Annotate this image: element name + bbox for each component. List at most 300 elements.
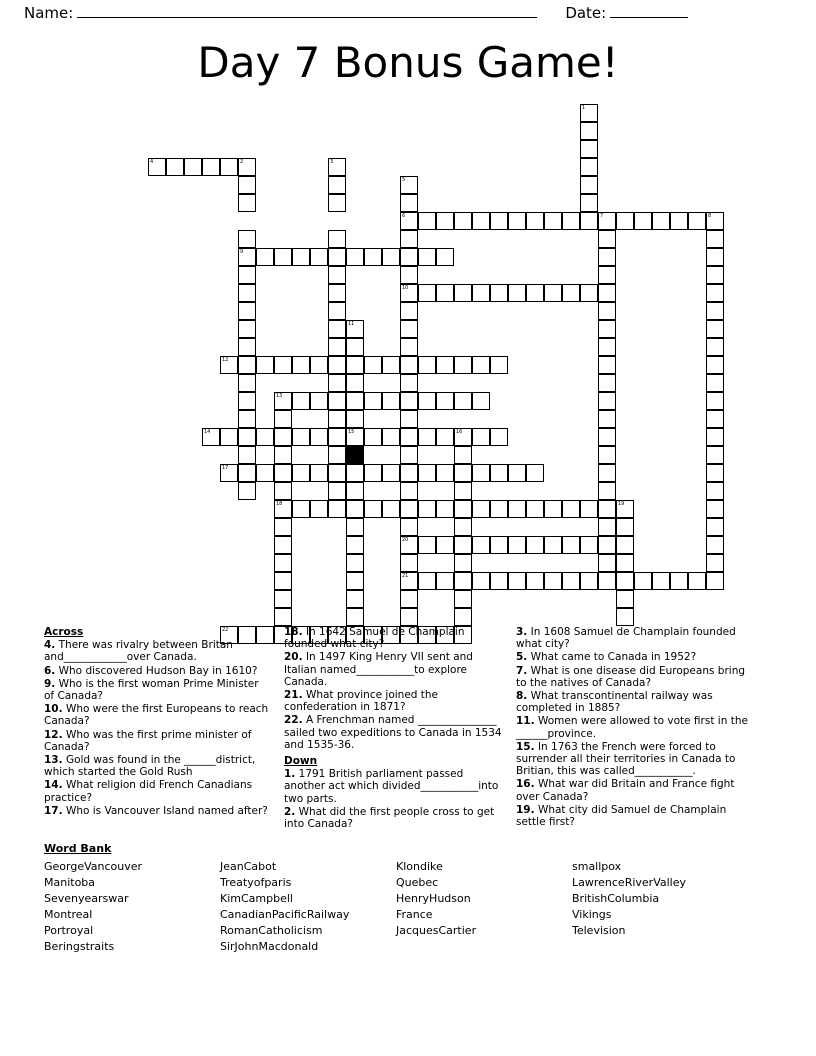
crossword-cell[interactable] (382, 464, 400, 482)
crossword-cell[interactable] (238, 266, 256, 284)
crossword-cell[interactable] (454, 284, 472, 302)
crossword-cell[interactable] (598, 356, 616, 374)
crossword-cell[interactable] (706, 248, 724, 266)
clue-text: Gold was found in the ______district, which started the Gold Rush (44, 754, 256, 779)
crossword-cell[interactable] (346, 248, 364, 266)
crossword-cell[interactable] (166, 158, 184, 176)
crossword-cell[interactable] (562, 212, 580, 230)
crossword-cell[interactable] (580, 500, 598, 518)
crossword-cell[interactable] (274, 518, 292, 536)
crossword-cell[interactable] (454, 554, 472, 572)
crossword-cell[interactable] (580, 194, 598, 212)
crossword-cell[interactable] (472, 356, 490, 374)
crossword-cell[interactable] (148, 158, 166, 176)
crossword-cell[interactable] (598, 266, 616, 284)
crossword-cell[interactable] (490, 500, 508, 518)
crossword-cell[interactable] (238, 176, 256, 194)
crossword-cell[interactable] (292, 248, 310, 266)
crossword-cell[interactable] (364, 464, 382, 482)
crossword-cell[interactable] (184, 158, 202, 176)
crossword-cell[interactable] (238, 410, 256, 428)
crossword-cell[interactable] (562, 500, 580, 518)
crossword-cell[interactable] (346, 554, 364, 572)
clue-number: 16. (516, 778, 535, 791)
crossword-cell[interactable] (472, 284, 490, 302)
crossword-cell[interactable] (454, 518, 472, 536)
crossword-cell[interactable] (616, 518, 634, 536)
crossword-cell[interactable] (328, 284, 346, 302)
crossword-cell[interactable] (400, 500, 418, 518)
crossword-cell[interactable] (310, 428, 328, 446)
clue-number: 3. (516, 626, 528, 638)
crossword-cell[interactable] (400, 230, 418, 248)
crossword-cell[interactable] (274, 392, 292, 410)
crossword-cell[interactable] (616, 536, 634, 554)
crossword-cell[interactable] (328, 410, 346, 428)
crossword-cell[interactable] (508, 500, 526, 518)
crossword-cell[interactable] (706, 230, 724, 248)
clue-item (516, 665, 754, 689)
clue-text: Who is Vancouver Island named after? (65, 804, 268, 817)
crossword-cell[interactable] (706, 536, 724, 554)
crossword-cell[interactable] (328, 428, 346, 446)
crossword-cell[interactable] (544, 572, 562, 590)
crossword-cell[interactable] (238, 338, 256, 356)
crossword-cell[interactable] (454, 356, 472, 374)
crossword-cell[interactable] (346, 428, 364, 446)
crossword-cell[interactable] (238, 284, 256, 302)
crossword-cell[interactable] (346, 338, 364, 356)
crossword-cell[interactable] (418, 536, 436, 554)
crossword-cell[interactable] (238, 302, 256, 320)
crossword-cell[interactable] (346, 464, 364, 482)
crossword-cell[interactable] (220, 428, 238, 446)
crossword-cell[interactable] (202, 158, 220, 176)
crossword-cell[interactable] (544, 284, 562, 302)
crossword-cell[interactable] (328, 302, 346, 320)
crossword-cell[interactable] (238, 428, 256, 446)
crossword-cell[interactable] (256, 428, 274, 446)
crossword-cell[interactable] (382, 248, 400, 266)
crossword-cell[interactable] (292, 500, 310, 518)
crossword-cell[interactable] (256, 248, 274, 266)
crossword-cell[interactable] (706, 320, 724, 338)
crossword-cell[interactable] (418, 392, 436, 410)
crossword-cell[interactable] (328, 392, 346, 410)
crossword-cell[interactable] (202, 428, 220, 446)
crossword-cell[interactable] (400, 428, 418, 446)
crossword-cell[interactable] (616, 590, 634, 608)
crossword-cell[interactable] (508, 464, 526, 482)
crossword-cell[interactable] (598, 500, 616, 518)
crossword-cell[interactable] (274, 536, 292, 554)
crossword-cell[interactable] (220, 464, 238, 482)
crossword-cell[interactable] (544, 536, 562, 554)
crossword-cell[interactable] (238, 446, 256, 464)
crossword-cell[interactable] (598, 320, 616, 338)
crossword-cell[interactable] (436, 356, 454, 374)
crossword-cell[interactable] (400, 374, 418, 392)
crossword-cell[interactable] (274, 410, 292, 428)
crossword-cell[interactable] (490, 212, 508, 230)
crossword-cell[interactable] (274, 464, 292, 482)
crossword-cell[interactable] (598, 410, 616, 428)
clue-item (284, 714, 504, 751)
crossword-cell[interactable] (598, 518, 616, 536)
crossword-cell[interactable] (580, 212, 598, 230)
crossword-cell[interactable] (400, 212, 418, 230)
crossword-cell[interactable] (706, 482, 724, 500)
crossword-cell[interactable] (328, 266, 346, 284)
crossword-cell[interactable] (706, 338, 724, 356)
crossword-cell[interactable] (706, 410, 724, 428)
crossword-cell[interactable] (328, 500, 346, 518)
crossword-cell[interactable] (598, 248, 616, 266)
crossword-cell[interactable] (490, 572, 508, 590)
crossword-cell[interactable] (706, 356, 724, 374)
crossword-cell[interactable] (706, 266, 724, 284)
crossword-cell[interactable] (238, 194, 256, 212)
crossword-cell[interactable] (238, 230, 256, 248)
crossword-cell[interactable] (472, 464, 490, 482)
crossword-cell[interactable] (346, 518, 364, 536)
crossword-cell[interactable] (598, 212, 616, 230)
crossword-cell[interactable] (418, 248, 436, 266)
crossword-cell[interactable] (616, 554, 634, 572)
crossword-cell[interactable] (580, 104, 598, 122)
crossword-cell[interactable] (256, 356, 274, 374)
crossword-cell[interactable] (400, 266, 418, 284)
crossword-cell[interactable] (598, 392, 616, 410)
crossword-cell[interactable] (490, 356, 508, 374)
crossword-cell[interactable] (454, 464, 472, 482)
crossword-cell[interactable] (490, 284, 508, 302)
crossword-cell[interactable] (418, 284, 436, 302)
crossword-cell[interactable] (346, 572, 364, 590)
crossword-cell[interactable] (436, 428, 454, 446)
crossword-cell[interactable] (706, 446, 724, 464)
crossword-cell[interactable] (400, 410, 418, 428)
crossword-cell[interactable] (598, 464, 616, 482)
crossword-cell[interactable] (598, 374, 616, 392)
crossword-cell[interactable] (526, 536, 544, 554)
crossword-cell[interactable] (328, 248, 346, 266)
crossword-cell[interactable] (526, 572, 544, 590)
crossword-cell[interactable] (328, 320, 346, 338)
crossword-cell[interactable] (580, 140, 598, 158)
crossword-cell[interactable] (706, 284, 724, 302)
crossword-cell[interactable] (454, 536, 472, 554)
crossword-cell[interactable] (400, 302, 418, 320)
crossword-cell[interactable] (706, 554, 724, 572)
word-bank (44, 842, 784, 955)
crossword-cell[interactable] (454, 392, 472, 410)
crossword-cell[interactable] (328, 374, 346, 392)
crossword-cell[interactable] (670, 572, 688, 590)
crossword-cell[interactable] (490, 428, 508, 446)
crossword-cell[interactable] (274, 608, 292, 626)
crossword-cell[interactable] (346, 356, 364, 374)
crossword-cell[interactable] (382, 356, 400, 374)
crossword-cell[interactable] (454, 608, 472, 626)
crossword-cell[interactable] (418, 572, 436, 590)
crossword-cell[interactable] (562, 536, 580, 554)
crossword-cell[interactable] (508, 536, 526, 554)
crossword-cell[interactable] (400, 356, 418, 374)
crossword-cell[interactable] (238, 320, 256, 338)
crossword-cell[interactable] (346, 608, 364, 626)
crossword-cell[interactable] (274, 446, 292, 464)
crossword-cell[interactable] (274, 554, 292, 572)
crossword-cell[interactable] (598, 572, 616, 590)
crossword-cell[interactable] (310, 392, 328, 410)
crossword-cell[interactable] (346, 374, 364, 392)
crossword-cell[interactable] (472, 428, 490, 446)
crossword-cell[interactable] (598, 302, 616, 320)
crossword-cell[interactable] (652, 212, 670, 230)
crossword-grid[interactable] (148, 104, 712, 633)
crossword-cell[interactable] (400, 320, 418, 338)
word-bank-item: Beringstraits (44, 940, 115, 953)
name-blank-line[interactable] (77, 5, 537, 18)
crossword-cell[interactable] (688, 572, 706, 590)
crossword-cell[interactable] (706, 464, 724, 482)
crossword-cell[interactable] (526, 464, 544, 482)
crossword-cell[interactable] (400, 284, 418, 302)
crossword-cell[interactable] (454, 212, 472, 230)
crossword-cell[interactable] (364, 428, 382, 446)
crossword-cell[interactable] (400, 572, 418, 590)
crossword-cell[interactable] (310, 464, 328, 482)
crossword-cell[interactable] (418, 464, 436, 482)
crossword-cell[interactable] (346, 536, 364, 554)
crossword-cell[interactable] (400, 518, 418, 536)
crossword-cell[interactable] (706, 392, 724, 410)
crossword-cell[interactable] (598, 446, 616, 464)
crossword-cell[interactable] (418, 428, 436, 446)
clue-item (516, 741, 754, 778)
crossword-cell[interactable] (544, 212, 562, 230)
crossword-cell[interactable] (310, 248, 328, 266)
crossword-cell[interactable] (508, 572, 526, 590)
crossword-cell[interactable] (562, 572, 580, 590)
crossword-cell[interactable] (310, 500, 328, 518)
crossword-cell[interactable] (580, 572, 598, 590)
crossword-cell[interactable] (418, 212, 436, 230)
crossword-cell[interactable] (580, 536, 598, 554)
crossword-cell[interactable] (706, 572, 724, 590)
crossword-cell[interactable] (454, 572, 472, 590)
crossword-cell[interactable] (400, 446, 418, 464)
crossword-cell[interactable] (256, 464, 274, 482)
crossword-cell[interactable] (238, 158, 256, 176)
crossword-cell[interactable] (274, 572, 292, 590)
crossword-cell[interactable] (382, 392, 400, 410)
crossword-cell[interactable] (508, 284, 526, 302)
crossword-cell[interactable] (400, 536, 418, 554)
crossword-cell[interactable] (328, 464, 346, 482)
crossword-cell[interactable] (400, 338, 418, 356)
crossword-cell[interactable] (346, 320, 364, 338)
crossword-cell[interactable] (328, 194, 346, 212)
crossword-cell[interactable] (598, 284, 616, 302)
date-blank-line[interactable] (610, 5, 688, 18)
crossword-cell[interactable] (580, 122, 598, 140)
crossword-cell[interactable] (274, 248, 292, 266)
clues-column-1 (44, 626, 284, 831)
crossword-cell[interactable] (526, 284, 544, 302)
crossword-cell[interactable] (382, 500, 400, 518)
word-bank-item: Sevenyearswar (44, 892, 129, 905)
name-label: Name: (24, 4, 74, 22)
crossword-cell[interactable] (400, 392, 418, 410)
date-label: Date: (565, 4, 607, 22)
crossword-cell[interactable] (238, 482, 256, 500)
crossword-cell[interactable] (454, 482, 472, 500)
crossword-cell[interactable] (454, 590, 472, 608)
crossword-cell[interactable] (292, 464, 310, 482)
crossword-cell[interactable] (292, 356, 310, 374)
word-bank-item: smallpox (572, 860, 622, 873)
crossword-cell[interactable] (328, 230, 346, 248)
crossword-cell[interactable] (598, 554, 616, 572)
crossword-cell[interactable] (220, 158, 238, 176)
crossword-cell[interactable] (346, 590, 364, 608)
crossword-cell[interactable] (490, 536, 508, 554)
crossword-cell[interactable] (274, 500, 292, 518)
crossword-cell[interactable] (598, 338, 616, 356)
crossword-cell[interactable] (400, 608, 418, 626)
crossword-cell[interactable] (436, 284, 454, 302)
crossword-cell-number: 10 (402, 285, 409, 291)
crossword-cell[interactable] (436, 248, 454, 266)
crossword-cell[interactable] (616, 212, 634, 230)
crossword-cell[interactable] (616, 572, 634, 590)
crossword-cell[interactable] (454, 446, 472, 464)
crossword-cell[interactable] (220, 356, 238, 374)
crossword-cell[interactable] (274, 356, 292, 374)
crossword-cell[interactable] (238, 248, 256, 266)
crossword-cell[interactable] (454, 428, 472, 446)
crossword-cell[interactable] (598, 230, 616, 248)
crossword-cell[interactable] (652, 572, 670, 590)
crossword-cell[interactable] (400, 464, 418, 482)
down-heading: Down (284, 755, 318, 768)
crossword-cell[interactable] (436, 536, 454, 554)
crossword-cell[interactable] (454, 500, 472, 518)
crossword-cell[interactable] (472, 500, 490, 518)
clue-item (44, 678, 272, 702)
crossword-cell[interactable] (400, 248, 418, 266)
crossword-cell[interactable] (346, 410, 364, 428)
crossword-cell[interactable] (706, 428, 724, 446)
crossword-cell[interactable] (400, 482, 418, 500)
crossword-cell[interactable] (310, 356, 328, 374)
crossword-cell[interactable] (292, 392, 310, 410)
crossword-cell[interactable] (670, 212, 688, 230)
crossword-cell[interactable] (364, 500, 382, 518)
crossword-cell[interactable] (598, 428, 616, 446)
crossword-cell[interactable] (634, 572, 652, 590)
crossword-cell[interactable] (400, 590, 418, 608)
crossword-cell[interactable] (238, 356, 256, 374)
crossword-cell[interactable] (346, 500, 364, 518)
word-bank-item: BritishColumbia (572, 892, 660, 905)
crossword-cell[interactable] (400, 176, 418, 194)
crossword-cell[interactable] (400, 194, 418, 212)
crossword-cell[interactable] (346, 392, 364, 410)
crossword-cell[interactable] (364, 392, 382, 410)
crossword-cell[interactable] (328, 176, 346, 194)
crossword-cell[interactable] (472, 392, 490, 410)
crossword-cell[interactable] (436, 500, 454, 518)
crossword-cell[interactable] (328, 158, 346, 176)
crossword-cell[interactable] (364, 356, 382, 374)
crossword-cell[interactable] (490, 464, 508, 482)
crossword-cell[interactable] (346, 482, 364, 500)
crossword-cell-number: 2 (240, 159, 244, 165)
crossword-cell[interactable] (274, 428, 292, 446)
crossword-cell[interactable] (706, 500, 724, 518)
crossword-cell[interactable] (328, 446, 346, 464)
crossword-cell[interactable] (436, 392, 454, 410)
crossword-cell[interactable] (472, 572, 490, 590)
crossword-cell[interactable] (238, 464, 256, 482)
word-bank-item: JacquesCartier (396, 924, 477, 937)
crossword-cell[interactable] (580, 158, 598, 176)
crossword-cell[interactable] (436, 212, 454, 230)
crossword-cell[interactable] (238, 392, 256, 410)
crossword-cell[interactable] (706, 518, 724, 536)
crossword-cell[interactable] (364, 248, 382, 266)
crossword-cell[interactable] (616, 608, 634, 626)
crossword-cell[interactable] (400, 554, 418, 572)
crossword-cell[interactable] (580, 284, 598, 302)
crossword-cell[interactable] (238, 374, 256, 392)
crossword-cell[interactable] (598, 536, 616, 554)
crossword-cell[interactable] (472, 212, 490, 230)
crossword-cell[interactable] (706, 374, 724, 392)
crossword-cell[interactable] (418, 500, 436, 518)
crossword-cell[interactable] (274, 482, 292, 500)
crossword-cell[interactable] (706, 302, 724, 320)
crossword-cell[interactable] (562, 284, 580, 302)
word-bank-item: Television (572, 924, 626, 937)
crossword-cell[interactable] (526, 212, 544, 230)
crossword-cell[interactable] (688, 212, 706, 230)
crossword-cell[interactable] (508, 212, 526, 230)
crossword-cell[interactable] (328, 356, 346, 374)
crossword-cell[interactable] (544, 500, 562, 518)
crossword-cell[interactable] (526, 500, 544, 518)
crossword-cell[interactable] (472, 536, 490, 554)
crossword-cell[interactable] (274, 590, 292, 608)
crossword-cell[interactable] (418, 356, 436, 374)
crossword-cell[interactable] (598, 482, 616, 500)
clue-text: What did the first people cross to get into Canada? (284, 805, 495, 831)
crossword-cell[interactable] (580, 176, 598, 194)
crossword-cell[interactable] (292, 428, 310, 446)
crossword-cell[interactable] (616, 500, 634, 518)
crossword-cell[interactable] (328, 482, 346, 500)
crossword-cell[interactable] (382, 428, 400, 446)
crossword-cell[interactable] (634, 212, 652, 230)
word-bank-item: GeorgeVancouver (44, 860, 143, 873)
crossword-cell[interactable] (706, 212, 724, 230)
crossword-cell[interactable] (328, 338, 346, 356)
crossword-cell[interactable] (436, 464, 454, 482)
crossword-cell[interactable] (436, 572, 454, 590)
